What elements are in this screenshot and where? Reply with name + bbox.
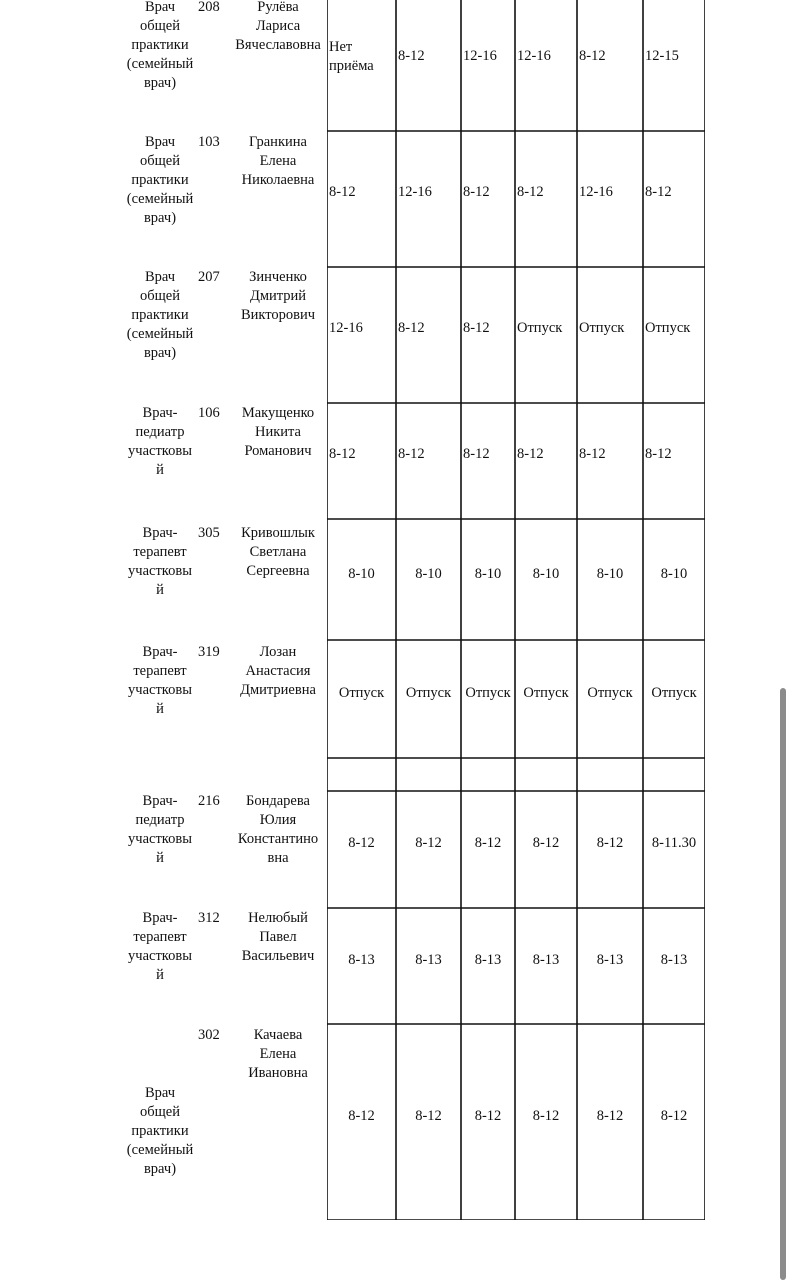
name-line: Романович <box>244 443 312 459</box>
name-line: Дмитрий <box>249 288 307 304</box>
specialty-line: общей <box>140 288 180 304</box>
name-line: Никита <box>255 424 301 440</box>
specialty-line: терапевт <box>133 544 187 560</box>
name-line: Юлия <box>259 812 297 828</box>
hours-cell: Отпуск <box>651 685 697 701</box>
specialty-line: Врач <box>144 1085 176 1101</box>
cabinet-number: 103 <box>198 134 220 150</box>
specialty-line: терапевт <box>133 929 187 945</box>
name-line: Кривошлык <box>241 525 315 541</box>
specialty-line: практики <box>131 172 189 188</box>
hours-cell: 8-12 <box>415 835 442 851</box>
name-line: Лозан <box>259 644 297 660</box>
name-line: вна <box>267 850 289 866</box>
specialty-line: й <box>156 582 164 598</box>
specialty-line: практики <box>131 1123 189 1139</box>
hours-cell: 8-12 <box>532 835 560 851</box>
hours-cell: 8-12 <box>415 1108 442 1124</box>
name-line: Константино <box>237 831 319 847</box>
cabinet-number: 305 <box>198 525 220 541</box>
name-line: Павел <box>259 929 297 945</box>
specialty-line: общей <box>140 18 180 34</box>
name-line: Лариса <box>255 18 301 34</box>
cabinet-number: 106 <box>198 405 220 421</box>
hours-cell: 8-12 <box>517 184 544 200</box>
specialty-line: й <box>156 462 164 478</box>
hours-cell: 8-12 <box>348 1108 375 1124</box>
hours-cell: 8-10 <box>348 566 375 582</box>
specialty-line: общей <box>140 153 180 169</box>
specialty-line: участковы <box>128 948 192 964</box>
doctor-name <box>226 524 330 581</box>
specialty-line: врач) <box>143 75 177 91</box>
doctor-name <box>226 133 330 190</box>
cabinet-number: 319 <box>198 644 220 660</box>
vertical-scrollbar[interactable] <box>780 688 786 1280</box>
hours-cell: 8-12 <box>398 446 425 462</box>
specialty-line: врач) <box>143 345 177 361</box>
hours-cell: Отпуск <box>338 685 385 701</box>
name-line: Качаева <box>253 1027 303 1043</box>
name-line: Нелюбый <box>248 910 308 926</box>
hours-cell: 8-13 <box>532 952 560 968</box>
hours-cell: Нет приёма <box>329 39 374 74</box>
hours-cell: Отпуск <box>587 685 633 701</box>
specialty-line: педиатр <box>135 424 185 440</box>
name-line: Анастасия <box>245 663 311 679</box>
doctor-name <box>226 404 330 461</box>
specialty-line: Врач <box>144 269 176 285</box>
specialty-line: Врач- <box>142 793 178 809</box>
specialty-line: (семейный <box>126 1142 194 1158</box>
hours-cell: Отпуск <box>517 320 563 336</box>
specialty-line: терапевт <box>133 663 187 679</box>
cabinet-number: 312 <box>198 910 220 926</box>
specialty-line: врач) <box>143 210 177 226</box>
hours-cell: 8-13 <box>660 952 688 968</box>
name-line: Гранкина <box>249 134 307 150</box>
name-line: Зинченко <box>249 269 307 285</box>
name-line: Рулёва <box>257 0 299 15</box>
specialty-line: Врач- <box>142 644 178 660</box>
hours-cell: 12-15 <box>645 48 679 64</box>
hours-cell: 8-13 <box>348 952 375 968</box>
specialty-line: участковы <box>128 831 192 847</box>
hours-cell: 8-12 <box>463 184 490 200</box>
name-line: Елена <box>259 153 297 169</box>
hours-cell: 8-12 <box>329 446 356 462</box>
hours-cell: 8-10 <box>660 566 688 582</box>
hours-cell: Отпуск <box>405 685 452 701</box>
doctor-name <box>226 643 330 700</box>
doctor-name <box>226 909 330 966</box>
hours-cell: 8-12 <box>645 184 672 200</box>
specialty-line: практики <box>131 37 189 53</box>
specialty-line: (семейный <box>126 326 194 342</box>
specialty-line: участковы <box>128 563 192 579</box>
name-line: Сергеевна <box>246 563 310 579</box>
hours-cell: 8-11.30 <box>651 835 697 851</box>
hours-cell: 8-12 <box>463 446 490 462</box>
name-line: Николаевна <box>241 172 315 188</box>
specialty-line: й <box>156 701 164 717</box>
specialty-line: й <box>156 967 164 983</box>
specialty-line: практики <box>131 307 189 323</box>
specialty-line: общей <box>140 1104 180 1120</box>
hours-cell: 12-16 <box>463 48 497 64</box>
hours-cell: 8-10 <box>532 566 560 582</box>
name-line: Васильевич <box>241 948 315 964</box>
hours-cell: 8-13 <box>415 952 442 968</box>
name-line: Макущенко <box>241 405 315 421</box>
specialty-line: Врач- <box>142 525 178 541</box>
hours-cell: 8-12 <box>645 446 672 462</box>
hours-cell: 8-12 <box>474 835 502 851</box>
doctor-name <box>226 1026 330 1083</box>
specialty-line: (семейный <box>126 56 194 72</box>
hours-cell: 8-12 <box>398 320 425 336</box>
cabinet-number: 302 <box>198 1027 220 1043</box>
doctor-name <box>226 792 330 868</box>
doctor-name <box>226 0 330 55</box>
name-line: Ивановна <box>248 1065 308 1081</box>
hours-cell: 8-12 <box>474 1108 502 1124</box>
hours-cell: 8-12 <box>579 446 606 462</box>
hours-cell: Отпуск <box>523 685 569 701</box>
hours-cell: Отпуск <box>465 685 511 701</box>
hours-cell: 8-12 <box>660 1108 688 1124</box>
hours-cell: 8-10 <box>474 566 502 582</box>
specialty-line: й <box>156 850 164 866</box>
hours-cell: 8-12 <box>463 320 490 336</box>
hours-cell: 8-12 <box>517 446 544 462</box>
hours-cell: 8-12 <box>596 1108 624 1124</box>
hours-cell: 12-16 <box>517 48 551 64</box>
hours-cell: 8-12 <box>398 48 425 64</box>
specialty-line: участковы <box>128 443 192 459</box>
hours-cell: 8-10 <box>415 566 442 582</box>
hours-cell: 8-12 <box>348 835 375 851</box>
hours-cell: 8-12 <box>596 835 624 851</box>
name-line: Бондарева <box>246 793 310 809</box>
specialty-line: Врач- <box>142 910 178 926</box>
cabinet-number: 207 <box>198 269 220 285</box>
specialty-line: Врач- <box>142 405 178 421</box>
specialty-line: (семейный <box>126 191 194 207</box>
doctor-name <box>226 268 330 325</box>
specialty-line: участковы <box>128 682 192 698</box>
name-line: Викторович <box>240 307 316 323</box>
name-line: Вячеславовна <box>235 37 321 53</box>
hours-cell: 8-12 <box>579 48 606 64</box>
name-line: Светлана <box>249 544 307 560</box>
hours-cell: 8-12 <box>329 184 356 200</box>
doctor-specialty <box>104 1084 216 1179</box>
hours-cell: 12-16 <box>329 320 363 336</box>
hours-cell: Отпуск <box>579 320 625 336</box>
hours-cell: 8-13 <box>474 952 502 968</box>
hours-cell: 8-13 <box>596 952 624 968</box>
cabinet-number: 216 <box>198 793 220 809</box>
hours-cell: Отпуск <box>645 320 691 336</box>
specialty-line: Врач <box>144 0 176 15</box>
specialty-line: Врач <box>144 134 176 150</box>
name-line: Елена <box>259 1046 297 1062</box>
hours-cell: 12-16 <box>579 184 613 200</box>
hours-cell: 8-10 <box>596 566 624 582</box>
hours-cell: 12-16 <box>398 184 432 200</box>
specialty-line: врач) <box>143 1161 177 1177</box>
hours-cell: 8-12 <box>532 1108 560 1124</box>
cabinet-number: 208 <box>198 0 220 15</box>
name-line: Дмитриевна <box>240 682 316 698</box>
specialty-line: педиатр <box>135 812 185 828</box>
